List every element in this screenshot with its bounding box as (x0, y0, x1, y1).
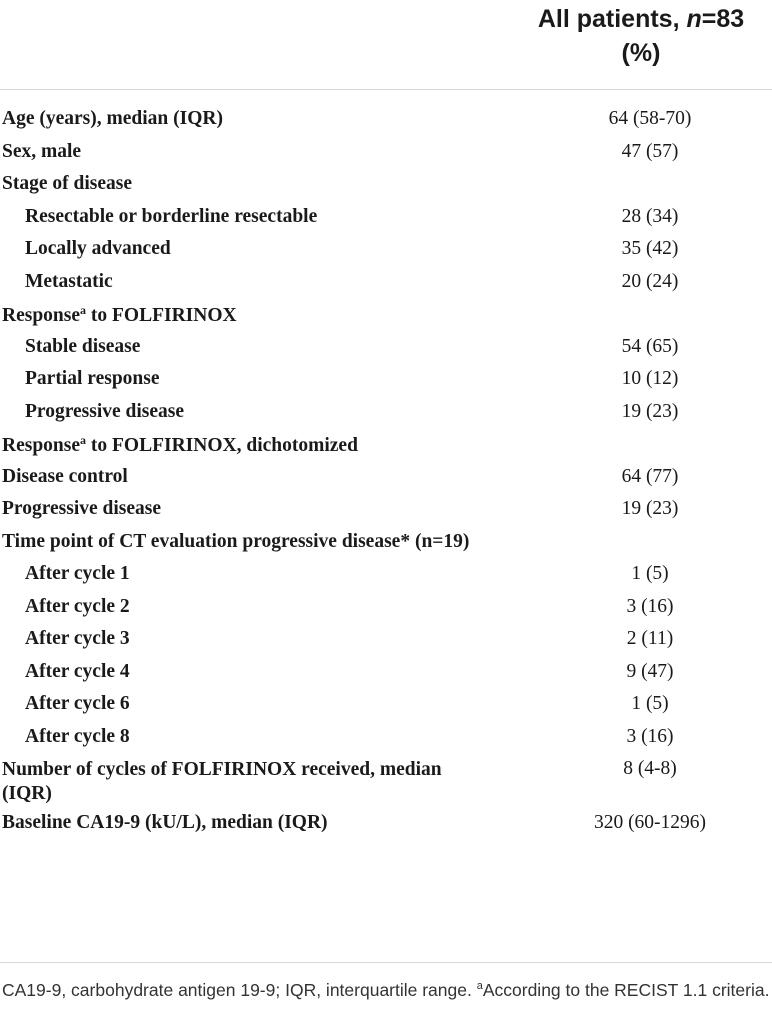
table-row (0, 592, 772, 625)
row-label (25, 726, 130, 748)
table-row (0, 364, 772, 397)
table-row (0, 397, 772, 430)
row-label (2, 173, 132, 195)
row-label-text: After cycle 4 (25, 660, 130, 682)
row-label-text: Age (years), median (IQR) (2, 108, 223, 129)
row-label (25, 368, 160, 390)
row-value: 8 (4-8) (623, 758, 677, 779)
row-label-text: Response (2, 305, 81, 326)
row-label (2, 812, 328, 834)
row-label-text: Sex, male (2, 140, 82, 162)
header-divider (0, 89, 772, 90)
row-label (25, 596, 130, 618)
row-label (2, 303, 237, 327)
row-label (25, 336, 140, 358)
row-value: 64 (58-70) (608, 108, 692, 129)
table-footnote (2, 974, 772, 1003)
table-row (0, 202, 772, 235)
row-value: 320 (60-1296) (593, 812, 707, 833)
row-label-text: Progressive disease (25, 400, 185, 422)
column-header-all-patients (510, 2, 772, 70)
row-value: 1 (5) (631, 693, 669, 714)
row-label-text-after: to FOLFIRINOX, dichotomized (86, 435, 358, 456)
table-row (0, 429, 772, 462)
table-bottom-divider (0, 962, 772, 963)
row-value: 20 (24) (621, 270, 679, 292)
column-header-line2: (%) (621, 39, 661, 67)
table-header (0, 0, 772, 86)
row-label (2, 433, 358, 457)
row-label-text: After cycle 6 (25, 693, 130, 714)
table-row (0, 754, 772, 808)
table-row (0, 808, 772, 841)
row-label (25, 693, 130, 715)
row-label-text: After cycle 1 (25, 563, 130, 584)
row-label-superscript: a (80, 303, 87, 317)
table-row (0, 657, 772, 690)
table-row (0, 169, 772, 202)
row-label-text: Resectable or borderline resectable (25, 205, 318, 227)
table-row (0, 104, 772, 137)
row-label-text: Time point of CT evaluation progressive disease* (n=19) (2, 530, 470, 552)
table-row (0, 299, 772, 332)
table-row (0, 624, 772, 657)
row-label (25, 271, 113, 293)
table-body (0, 104, 772, 841)
column-header-suffix: =83 (701, 5, 745, 33)
row-label (25, 238, 171, 260)
row-label (2, 498, 161, 520)
row-value: 3 (16) (626, 595, 674, 617)
row-label-text: Locally advanced (25, 238, 171, 259)
footnote-text-after: According to the RECIST 1.1 criteria. (482, 980, 770, 1000)
table-row (0, 332, 772, 365)
row-label (2, 466, 128, 488)
row-value: 47 (57) (621, 140, 679, 162)
row-label (2, 531, 469, 553)
row-label (2, 141, 81, 163)
column-header-prefix: All patients, (537, 5, 687, 33)
row-value: 1 (5) (631, 563, 669, 584)
footnote-text-before: CA19-9, carbohydrate antigen 19-9; IQR, interquartile range. (2, 980, 477, 1000)
row-label-text: Stage of disease (2, 173, 132, 194)
row-value: 28 (34) (621, 205, 679, 227)
row-label-text: After cycle 8 (25, 725, 130, 747)
row-label-text: Partial response (25, 368, 160, 389)
row-label (25, 206, 317, 228)
table-row (0, 527, 772, 560)
row-label-text: Number of cycles of FOLFIRINOX received, median (IQR) (2, 759, 442, 804)
row-value: 9 (47) (626, 660, 674, 682)
row-label-text: Response (2, 435, 81, 456)
row-label (25, 401, 184, 423)
table-row (0, 559, 772, 592)
table-row (0, 494, 772, 527)
row-label-text: Metastatic (25, 270, 113, 292)
row-value: 19 (23) (621, 498, 679, 519)
row-label (25, 628, 130, 650)
table-row (0, 267, 772, 300)
table-row (0, 234, 772, 267)
row-label (2, 108, 223, 130)
table-row (0, 722, 772, 755)
row-value: 3 (16) (626, 725, 674, 747)
row-label-superscript: a (80, 433, 87, 447)
row-label-text: Progressive disease (2, 498, 162, 519)
row-value: 10 (12) (621, 368, 679, 389)
row-value: 19 (23) (621, 400, 679, 422)
row-label (2, 758, 482, 806)
row-label-text: Baseline CA19-9 (kU/L), median (IQR) (2, 812, 328, 833)
row-value: 54 (65) (621, 335, 679, 357)
row-value: 35 (42) (621, 238, 679, 259)
row-label-text-after: to FOLFIRINOX (86, 305, 237, 326)
row-label-text: Stable disease (25, 335, 141, 357)
table-row (0, 689, 772, 722)
column-header-line1 (510, 2, 772, 36)
row-label (25, 661, 130, 683)
row-label-text: Disease control (2, 465, 128, 487)
column-header-n: n (686, 5, 702, 33)
table-row (0, 462, 772, 495)
table-row (0, 137, 772, 170)
footnote-superscript: a (476, 980, 483, 992)
row-value: 2 (11) (626, 628, 674, 649)
row-label-text: After cycle 3 (25, 628, 130, 649)
row-value: 64 (77) (621, 465, 679, 487)
row-label (25, 563, 130, 585)
row-label-text: After cycle 2 (25, 595, 130, 617)
